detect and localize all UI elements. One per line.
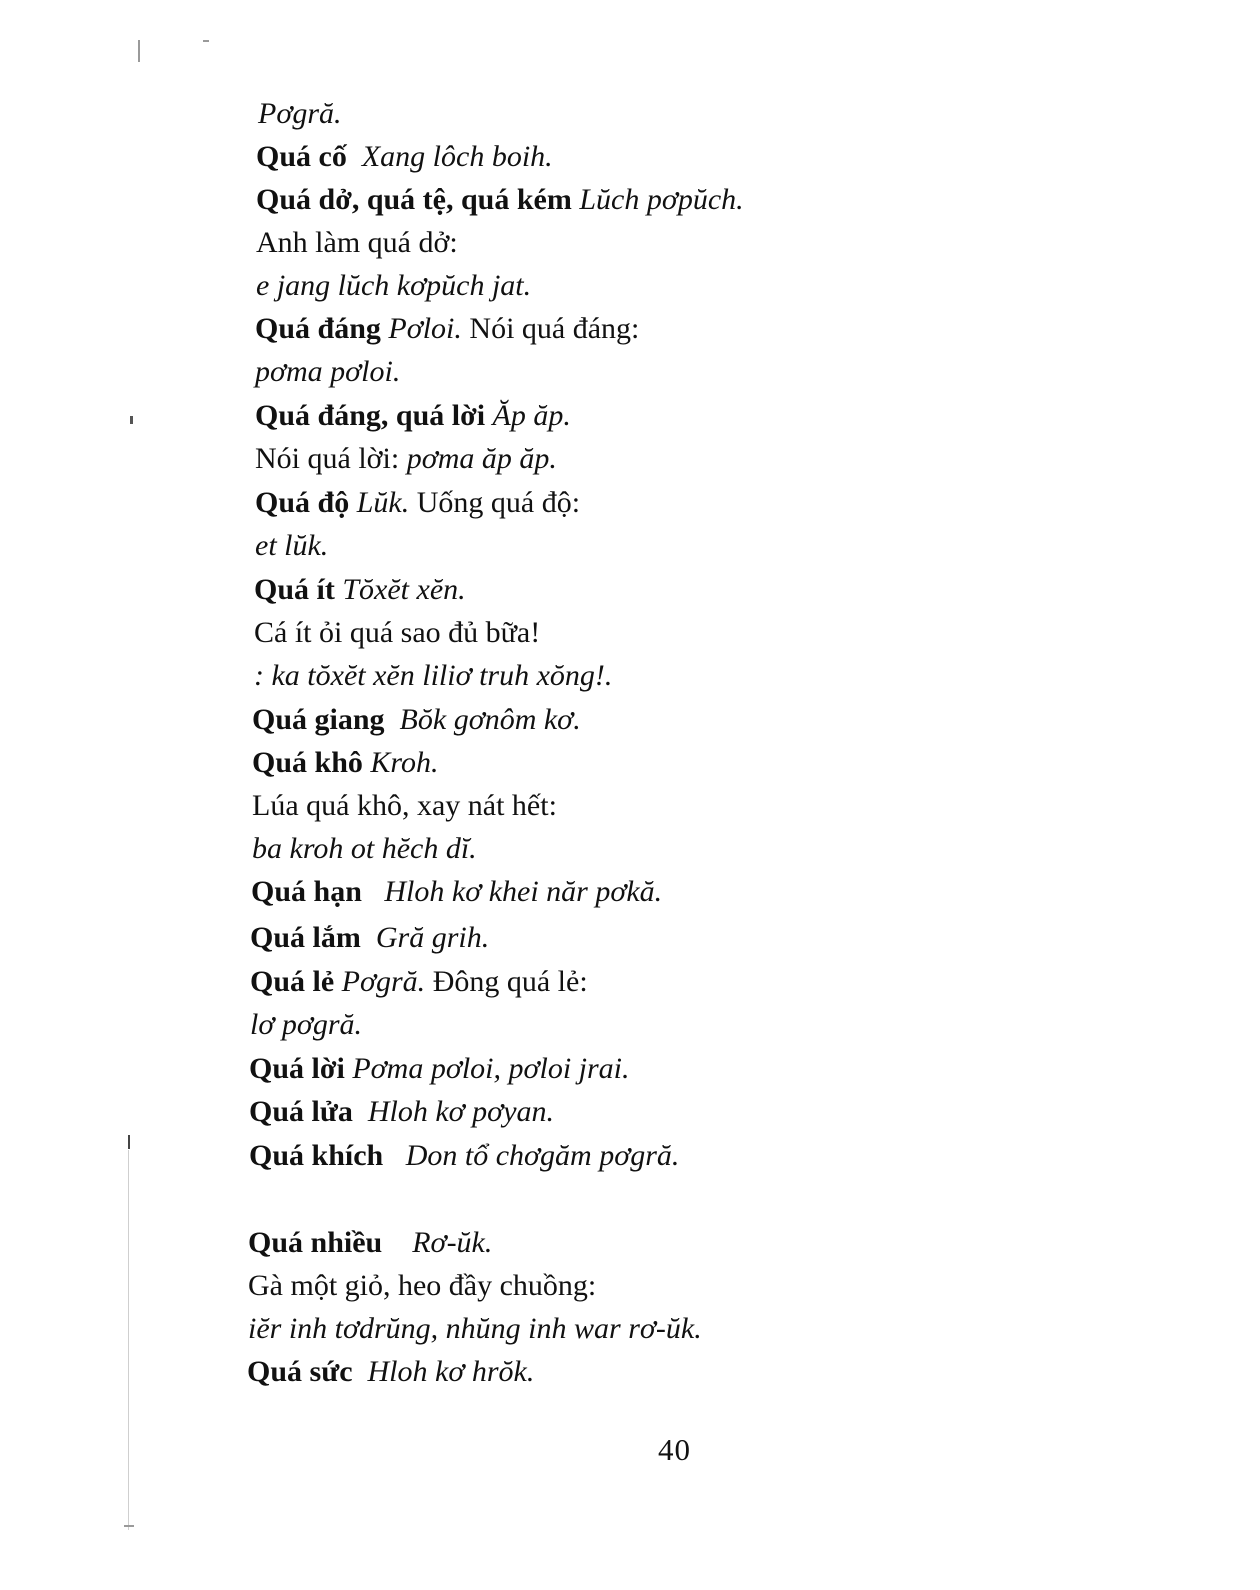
translation: Hloh kơ hrŏk. [367, 1355, 535, 1388]
translation: Don tổ chơgăm pơgră. [405, 1139, 680, 1172]
headword: Quá lửa [249, 1095, 353, 1128]
entry-qua-it [254, 568, 466, 611]
entry-qua-lua [249, 1090, 554, 1133]
headword: Quá đáng, quá lời [255, 399, 486, 432]
entry-qua-do-luk-bahnar [255, 524, 328, 567]
headword: Quá lẻ [250, 965, 335, 998]
entry-qua-dang-bahnar [255, 350, 400, 393]
headword: Quá ít [254, 573, 335, 606]
translation: Hloh kơ pơyan. [367, 1095, 555, 1128]
example-vietnamese: Nói quá đáng: [469, 312, 640, 345]
headword: Quá cố [256, 140, 347, 173]
entry-qua-do-luk [255, 481, 580, 524]
example-vietnamese: Anh làm quá dở: [256, 226, 458, 259]
entry-qua-han [251, 870, 662, 913]
translation: Bŏk gơnôm kơ. [399, 703, 581, 736]
translation: Pơloi. [388, 312, 462, 345]
headword: Quá sức [247, 1355, 353, 1388]
example-bahnar: : ka tŏxĕt xĕn liliơ truh xŏng!. [254, 659, 613, 692]
entry-qua-dang-qua-loi [255, 394, 571, 437]
example-bahnar: pơma ăp ăp. [406, 442, 557, 475]
example-vietnamese: Nói quá lời: [255, 442, 400, 475]
entry-qua-khich [249, 1134, 679, 1177]
entry-qua-do-example [256, 221, 688, 264]
entry-qua-lam [250, 916, 489, 959]
example-bahnar: e jang lŭch kơpŭch jat. [256, 269, 532, 302]
headword: Quá lắm [250, 921, 361, 954]
entry-qua-nhieu-bahnar [248, 1307, 702, 1350]
example-vietnamese: Uống quá độ: [416, 486, 581, 519]
translation: Pơgră. [258, 97, 342, 130]
translation: Lŭch pơpŭch. [579, 183, 744, 216]
entry-qua-co [256, 135, 553, 178]
example-bahnar: pơma pơloi. [255, 355, 401, 388]
entry-qua-le [250, 960, 588, 1003]
headword: Quá nhiều [248, 1226, 383, 1259]
example-vietnamese: Đông quá lẻ: [432, 965, 588, 998]
entry-qua-do-bahnar [256, 264, 531, 307]
example-vietnamese: Cá ít ỏi quá sao đủ bữa! [254, 616, 541, 649]
translation: Pơgră. [341, 965, 426, 998]
entry-qua-kho-bahnar [252, 827, 477, 870]
entry-qua-it-example [254, 611, 540, 654]
entry-continuation [258, 92, 342, 135]
example-vietnamese: Lúa quá khô, xay nát hết: [252, 789, 557, 822]
headword: Quá khô [252, 746, 363, 779]
example-vietnamese: Gà một giỏ, heo đầy chuồng: [248, 1269, 597, 1302]
page-number: 40 [658, 1432, 691, 1467]
translation: Gră grih. [375, 921, 490, 954]
headword: Quá đáng [255, 312, 381, 345]
entry-qua-it-bahnar [254, 654, 612, 697]
headword: Quá khích [249, 1139, 384, 1172]
translation: Pơma pơloi, pơloi jrai. [352, 1052, 630, 1085]
translation: Hloh kơ khei năr pơkă. [384, 875, 663, 908]
headword: Quá dở, quá tệ, quá kém [256, 183, 572, 216]
entry-qua-le-bahnar [250, 1003, 362, 1046]
headword: Quá giang [252, 703, 385, 736]
headword: Quá hạn [251, 875, 362, 908]
headword: Quá lời [249, 1052, 345, 1085]
entry-qua-giang [252, 698, 581, 741]
translation: Kroh. [370, 746, 439, 779]
entry-qua-kho [252, 741, 438, 784]
entry-qua-dang [255, 307, 639, 350]
example-bahnar: et lŭk. [255, 529, 329, 562]
entry-qua-nhieu [248, 1221, 492, 1264]
example-bahnar: ba kroh ot hĕch dĭ. [252, 832, 477, 865]
entry-qua-dang-qua-loi-example [255, 437, 557, 480]
entry-qua-kho-example [252, 784, 557, 827]
translation: Lŭk. [356, 486, 410, 519]
headword: Quá độ [255, 486, 350, 519]
translation: Tŏxĕt xĕn. [342, 573, 466, 606]
entry-qua-do [256, 178, 744, 221]
translation: Ăp ăp. [492, 399, 571, 432]
example-bahnar: lơ pơgră. [250, 1008, 363, 1041]
entry-qua-nhieu-example [248, 1264, 596, 1307]
example-bahnar: iĕr inh tơdrŭng, nhŭng inh war rơ-ŭk. [248, 1312, 702, 1345]
entry-qua-suc [247, 1350, 534, 1393]
translation: Rơ-ŭk. [412, 1226, 493, 1259]
entry-qua-loi [249, 1047, 630, 1090]
translation: Xang lôch boih. [361, 140, 553, 173]
